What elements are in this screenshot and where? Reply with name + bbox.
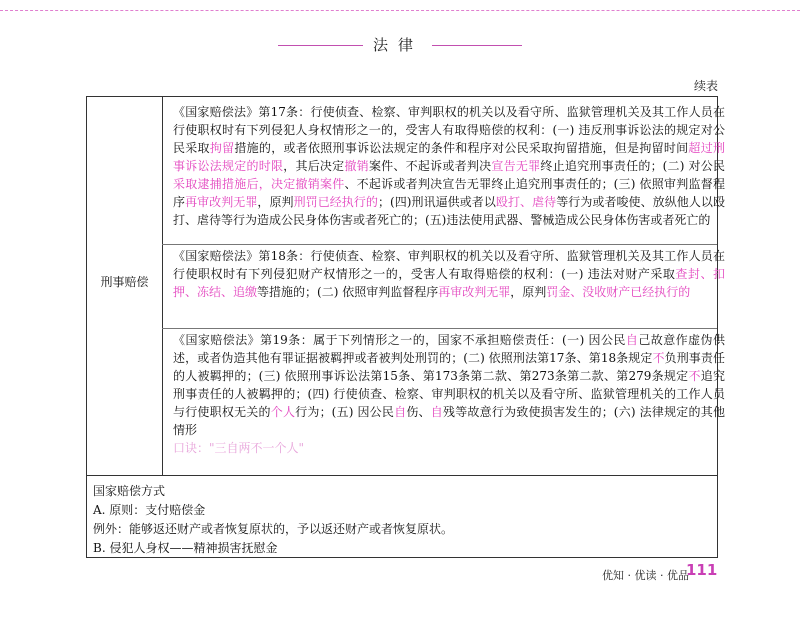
header-rule-right xyxy=(432,45,522,46)
highlight: 罚金、没收财产已经执行的 xyxy=(546,285,691,299)
row-divider xyxy=(162,328,717,329)
article-18-paragraph: 《国家赔偿法》第18条：行使侦查、检察、审判职权的机关以及看守所、监狱管理机关及其工作人员在行使职权时有下列侵犯财产权情形之一的，受害人有取得赔偿的权利：(一) 违法对财产采取查封、扣押、冻结、追缴等措施的；(二) 依照审判监督程序再审改判无罪，原判罚金、没收财产已经执行的 xyxy=(173,249,725,299)
highlight: 拘留 xyxy=(209,141,235,155)
highlight: 刑罚已经执行的 xyxy=(293,195,378,209)
header-rule-left xyxy=(278,45,363,46)
continued-label: 续表 xyxy=(693,79,718,93)
content-table xyxy=(86,96,725,558)
highlight: 再审改判无罪 xyxy=(438,285,511,299)
highlight: 自 xyxy=(625,333,639,347)
row-divider xyxy=(162,244,717,245)
table-divider xyxy=(87,475,717,476)
highlight: 撤销 xyxy=(344,159,369,173)
highlight: 查封、扣押、冻结、追缴 xyxy=(173,267,725,299)
highlight: 宣告无罪 xyxy=(491,159,541,173)
highlight: 超过刑事诉讼法规定的时限 xyxy=(173,141,725,173)
page-number: 111 xyxy=(686,561,718,579)
highlight: 自 xyxy=(430,405,443,419)
compensation-methods xyxy=(93,482,693,558)
footer-slogan: 优知 · 优读 · 优品 xyxy=(602,569,689,582)
article-19-paragraph: 《国家赔偿法》第19条：属于下列情形之一的，国家不承担赔偿责任：(一) 因公民自己故意作虚伪供述，或者伪造其他有罪证据被羁押或者被判处刑罚的；(二) 依照刑法第17条、第18条规定不负刑事责任的人被羁押的；(三) 依照刑事诉讼法第15条、第173条第二款、第273条第二款、第279条规定不追究刑事责任的人被羁押的；(四) 行使侦查、检察、审判职权的机关以及看守所、监狱管理机关的工作人员与行使职权无关的个人行为；(五) 因公民自伤、自残等故意行为致使损害发生的；(六) 法律规定的其他情形 口诀："三自两不一个人" xyxy=(173,333,725,455)
method-exception: 例外：能够返还财产或者恢复原状的，予以返还财产或者恢复原状。 xyxy=(93,522,454,536)
highlight: 采取逮捕措施后，决定撤销案件 xyxy=(173,177,345,191)
article-17-paragraph: 《国家赔偿法》第17条：行使侦查、检察、审判职权的机关以及看守所、监狱管理机关及其工作人员在行使职权时有下列侵犯人身权情形之一的，受害人有取得赔偿的权利：(一) 违反刑事诉讼法的规定对公民采取拘留措施的，或者依照刑事诉讼法规定的条件和程序对公民采取拘留措施，但是拘留时间超过刑事诉讼法规定的时限，其后决定撤销案件、不起诉或者判决宣告无罪终止追究刑事责任的；(二) 对公民采取逮捕措施后，决定撤销案件、不起诉或者判决宣告无罪终止追究刑事责任的；(三) 依照审判监督程序再审改判无罪，原判刑罚已经执行的；(四)刑讯逼供或者以殴打、虐待等行为或者唆使、放纵他人以殴打、虐待等行为造成公民身体伤害或者死亡的；(五)违法使用武器、警械造成公民身体伤害或者死亡的 xyxy=(173,105,725,227)
method-b: B. 侵犯人身权——精神损害抚慰金 xyxy=(93,541,278,555)
section-header xyxy=(0,34,800,56)
category-cell xyxy=(87,97,163,475)
highlight: 不 xyxy=(688,369,701,383)
mnemonic: 口诀："三自两不一个人" xyxy=(173,441,305,455)
category-label: 刑事赔偿 xyxy=(100,275,149,289)
methods-heading: 国家赔偿方式 xyxy=(93,484,166,498)
highlight: 殴打、虐待 xyxy=(495,195,557,209)
highlight: 个人 xyxy=(270,405,296,419)
section-title: 法律 xyxy=(372,36,423,54)
top-dashed-border xyxy=(0,10,800,11)
highlight: 再审改判无罪 xyxy=(185,195,258,209)
method-a: A. 原则：支付赔偿金 xyxy=(93,503,206,517)
highlight: 不 xyxy=(652,351,665,365)
highlight: 自 xyxy=(394,405,407,419)
